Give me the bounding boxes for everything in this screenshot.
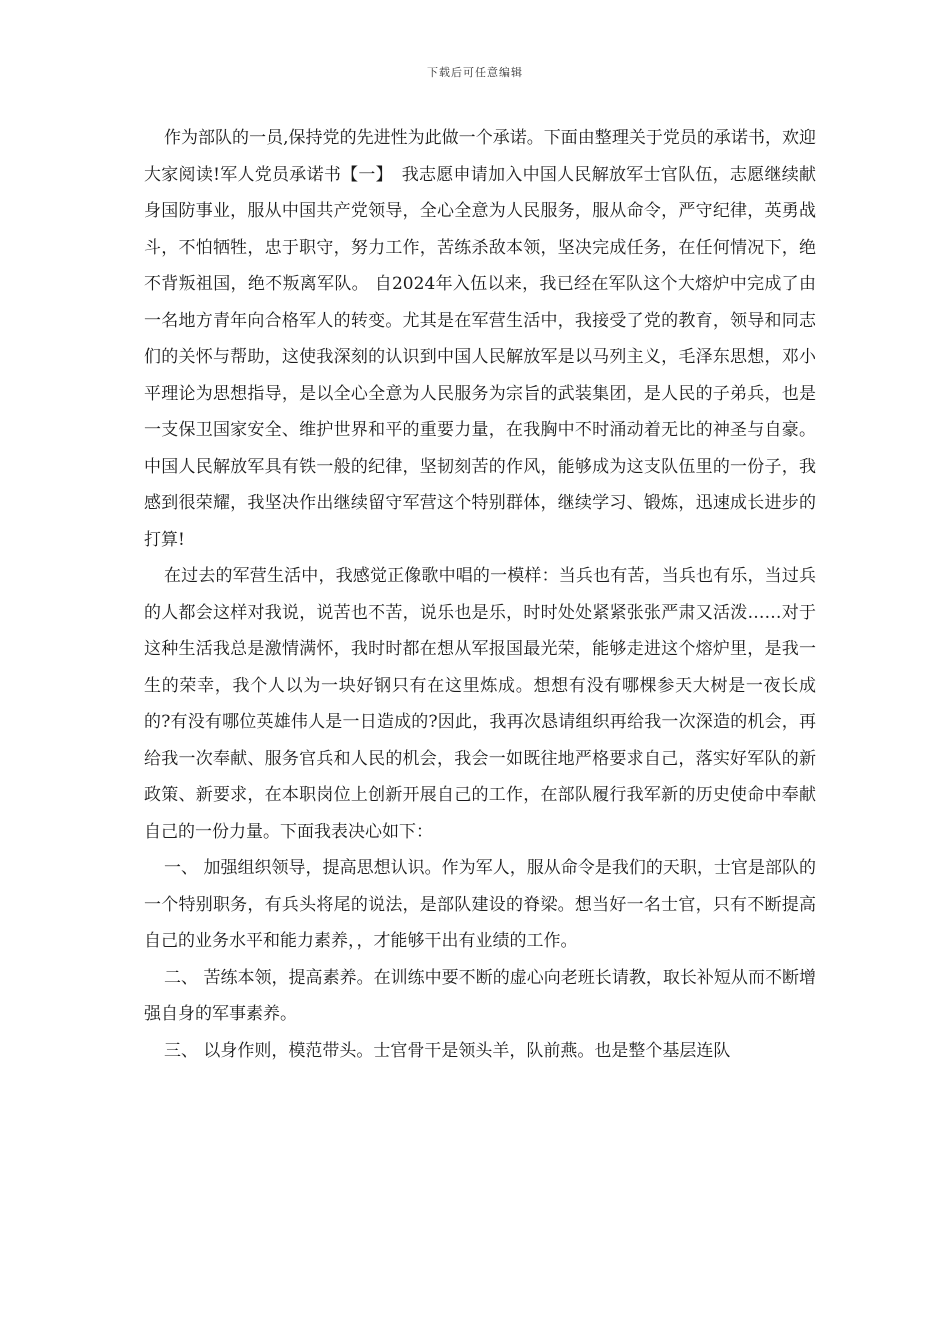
- paragraph-4: 二、 苦练本领，提高素养。在训练中要不断的虚心向老班长请教，取长补短从而不断增强自身的军事素养。: [144, 967, 816, 1024]
- paragraph-5: 三、 以身作则，模范带头。士官骨干是领头羊，队前燕。也是整个基层连队: [164, 1040, 731, 1061]
- paragraph-2: 在过去的军营生活中，我感觉正像歌中唱的一模样：当兵也有苦，当兵也有乐，当过兵的人都会这样对我说，说苦也不苦，说乐也是乐，时时处处紧紧张张严肃又活泼……对于这种生活我总是激情满怀，我时时都在想从军报国最光荣，能够走进这个熔炉里，是我一生的荣幸，我个人以为一块好钢只有在这里炼成。想想有没有哪棵参天大树是一夜长成的?有没有哪位英雄伟人是一日造成的?因此，我再次恳请组织再给我一次深造的机会，再给我一次奉献、服务官兵和人民的机会，我会一如既往地严格要求自己，落实好军队的新政策、新要求，在本职岗位上创新开展自己的工作，在部队履行我军新的历史使命中奉献自己的一份力量。下面我表决心如下：: [144, 566, 816, 842]
- document-body: [144, 120, 816, 1069]
- paragraph-1: 作为部队的一员,保持党的先进性为此做一个承诺。下面由整理关于党员的承诺书，欢迎大家阅读!军人党员承诺书【一】 我志愿申请加入中国人民解放军士官队伍，志愿继续献身国防事业，服从中国共产党领导，全心全意为人民服务，服从命令，严守纪律，英勇战斗，不怕牺牲，忠于职守，努力工作，苦练杀敌本领，坚决完成任务，在任何情况下，绝不背叛祖国，绝不叛离军队。 自2024年入伍以来，我已经在军队这个大熔炉中完成了由一名地方青年向合格军人的转变。尤其是在军营生活中，我接受了党的教育，领导和同志们的关怀与帮助，这使我深刻的认识到中国人民解放军是以马列主义，毛泽东思想，邓小平理论为思想指导，是以全心全意为人民服务为宗旨的武装集团，是人民的子弟兵，也是一支保卫国家安全、维护世界和平的重要力量，在我胸中不时涌动着无比的神圣与自豪。中国人民解放军具有铁一般的纪律，坚韧刻苦的作风，能够成为这支队伍里的一份子，我感到很荣耀，我坚决作出继续留守军营这个特别群体，继续学习、锻炼，迅速成长进步的打算!: [144, 128, 816, 550]
- page-header: 下载后可任意编辑: [427, 66, 523, 79]
- paragraph-3: 一、 加强组织领导，提高思想认识。作为军人，服从命令是我们的天职，士官是部队的一个特别职务，有兵头将尾的说法，是部队建设的脊梁。想当好一名士官，只有不断提高自己的业务水平和能力素养，，才能够干出有业绩的工作。: [144, 858, 816, 951]
